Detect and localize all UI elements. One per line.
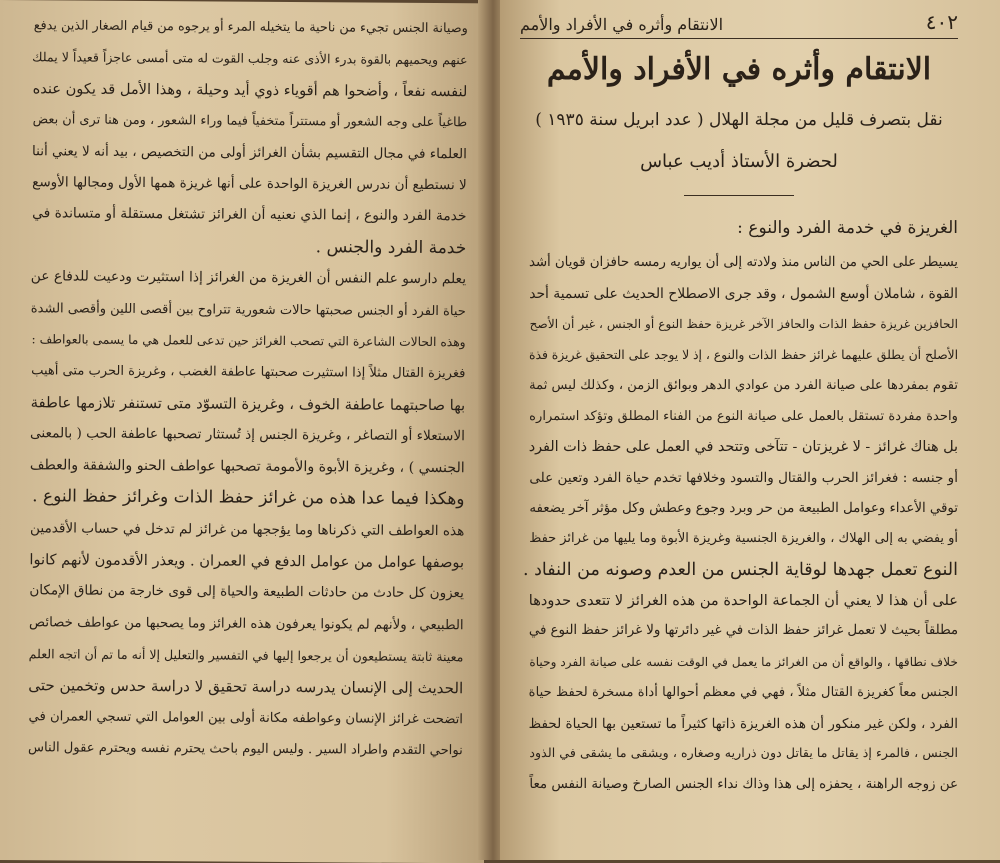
- text-line: عنهم ويحميهم بالقوة بدرء الأذى عنه وجلب القوت له متى أمسى عاجزاً قعيداً لا يملك: [32, 49, 468, 68]
- text-line: الاستعلاء أو التصاغر ، وغريزة الجنس إذ تُستثار تصحبها عاطفة الحب ( بالمعنى: [29, 425, 466, 445]
- text-line: وهكذا فيما عدا هذه من غرائز حفظ الذات وغرائز حفظ النوع .: [32, 486, 465, 510]
- text-line: الجنس معاً كغريزة القتال مثلاً ، فهي في معظم أحوالها أداة مسخرة لحفظ حياة: [528, 684, 958, 700]
- text-line: الحديث إلى الإنسان يدرسه دراسة تحقيق لا دراسة حدس وتخمين حتى: [28, 675, 464, 697]
- text-line: النوع تعمل جهدها لوقاية الجنس من العدم وصونه من النفاد .: [523, 560, 958, 581]
- text-line: توقي الأعداء وعوامل الطبيعة من حر وبرد وجوع وعطش وكل مؤثر آخر يضعفه: [529, 500, 958, 516]
- text-line: تقوم بمفردها على صيانة الفرد من عوادي الدهر وبوائق الزمن ، وكذلك ليس ثمة: [529, 377, 958, 393]
- text-line: يسيطر على الحي من الناس منذ ولادته إلى أن يواريه رمسه حافزان قويان أشد: [528, 255, 958, 270]
- text-line: معينة ثابتة يستطيعون أن يرجعوا إليها في التفسير والتعليل إلا أنه ما تم أن اتجه العلم: [28, 646, 464, 665]
- article-title: الانتقام وأثره في الأفراد والأمم: [546, 52, 932, 87]
- running-header: [520, 4, 958, 34]
- text-line: الحافزين غريزة حفظ الذات والحافز الآخر غريزة حفظ النوع أو الجنس ، غير أن الأصح: [529, 317, 958, 332]
- text-line: بل هناك غرائز - لا غريزتان - تتآخى وتتحد في العمل على حفظ ذات الفرد: [528, 439, 958, 456]
- text-line: اتضحت غرائز الإنسان وعواطفه مكانة أولى بين العوامل التي تسجي العمران في: [28, 709, 464, 728]
- text-line: عن زوجه الراهنة ، يحفزه إلى هذا وذاك نداء الجنس الصارخ وصيانة النفس معاً: [529, 776, 958, 792]
- section-heading: الغريزة في خدمة الفرد والنوع :: [737, 218, 958, 238]
- text-line: الجنسي ) ، وغريزة الأبوة والأمومة تصحبها عواطف الحنو والشفقة والعطف: [29, 456, 465, 476]
- text-line: الجنس ، فالمرء إذ يقاتل ما يقاتل دون ذراريه وصغاره ، ويشقى ما يشقى في الذود: [529, 746, 958, 762]
- text-line: أو يفضي به إلى الهلاك ، والغريزة الجنسية وغريزة الأبوة وما يليها من غرائز حفظ: [529, 531, 958, 547]
- text-line: الطبيعي ، ولأنهم لم يكونوا يعرفون هذه الغرائز وما يصحبها من عواطف خصائص: [29, 614, 464, 633]
- running-head-title: الانتقام وأثره في الأفراد والأمم: [520, 15, 724, 34]
- header-rule: [520, 38, 958, 39]
- text-line: نواحي التقدم واطراد السير . وليس اليوم باحث يحترم نفسه ويحترم عقول الناس: [27, 740, 463, 759]
- text-line: بوصفها عوامل من عوامل الدفع في العمران . ويعذر الأقدمون لأنهم كانوا: [29, 551, 465, 572]
- text-line: على أن هذا لا يعني أن الجماعة الواحدة من هذه الغرائز لا تتعدى حدودها: [528, 591, 958, 609]
- page-number: ٤٠٢: [925, 10, 958, 34]
- left-page-text: [19, 10, 468, 767]
- title-divider: [684, 195, 794, 196]
- text-line: الفرد ، ولكن غير منكور أن هذه الغريزة ذاتها كثيراً ما تستعين بها الحياة لحفظ: [528, 715, 958, 732]
- text-line: يعزون كل حادث من حادثات الطبيعة والحياة إلى قوى خارجة من نطاق الإمكان: [29, 582, 464, 602]
- text-line: مطلقاً بحيث لا تعمل غرائز حفظ الذات في غير دائرتها ولا غرائز حفظ النوع في: [528, 623, 958, 639]
- text-line: يعلم دارسو علم النفس أن الغريزة من الغرائز إذا استثيرت ودعيت للدفاع عن: [30, 268, 467, 288]
- text-line: القوة ، شاملان أوسع الشمول ، وقد جرى الاصطلاح الحديث على تسمية أحد: [529, 285, 958, 302]
- text-line: وصيانة الجنس تجيء من ناحية ما يتخيله المرء أو يرجوه من قيام الصغار الذين يدفع: [33, 18, 468, 37]
- text-line: هذه العواطف التي ذكرناها وما يؤججها من غرائز لم تدخل في حساب الأقدمين: [30, 519, 465, 539]
- text-line: الأصلح أن يطلق عليهما غرائز حفظ الذات والنوع ، إذ لا يوجد على التحقيق غريزة فذة: [529, 348, 958, 363]
- text-line: أو جنسه : فغرائز الحرب والقتال والتسود وخلافها تخدم حياة الفرد وتعين على: [529, 469, 958, 486]
- text-line: خدمة الفرد والنوع ، إنما الذي نعنيه أن الغرائز تشتغل مستقلة أو متساندة في: [32, 205, 467, 225]
- text-line: واحدة مفردة تستقل بالعمل على صيانة النوع من الفناء المطلق وتؤكد استمراره: [529, 408, 958, 424]
- text-line: طاغياً على وجه الشعور أو مستتراً متخفياً فيما وراء الشعور ، ومن هنا ترى أن بعض: [32, 112, 468, 131]
- text-line: لا نستطيع أن ندرس الغريزة الواحدة على أنها غريزة همها الأول ومجالها الأوسع: [32, 174, 467, 194]
- text-line: لنفسه نفعاً ، وأضحوا هم أقوياء ذوي أيد وحيلة ، وهذا الأمل قد يكون عنده: [32, 80, 468, 101]
- text-line: خدمة الفرد والجنس .: [315, 237, 467, 259]
- right-page-text: [520, 248, 958, 801]
- text-line: وهذه الحالات الشاعرة التي تصحب الغرائز حين تدعى للعمل هي ما يسمى بالعواطف :: [31, 332, 466, 350]
- text-line: خلاف نطاقها ، والواقع أن من الغرائز ما يعمل في الوقت نفسه على صيانة الفرد وحياة: [529, 655, 958, 670]
- article-author: لحضرة الأستاذ أديب عباس: [640, 151, 838, 172]
- right-page: [500, 0, 1000, 860]
- left-page: [0, 0, 490, 863]
- article-source-note: نقل بتصرف قليل من مجلة الهلال ( عدد ابريل سنة ١٩٣٥ ): [535, 110, 943, 130]
- text-line: بها صاحبتهما عاطفة الخوف ، وغريزة التسوّد متى تستنفر تلازمها عاطفة: [30, 394, 466, 415]
- text-line: حياة الفرد أو الجنس صحبتها حالات شعورية تتراوح بين أقصى اللين وأقصى الشدة: [30, 300, 466, 319]
- text-line: فغريزة القتال مثلاً إذا استثيرت صحبتها عاطفة الغضب ، وغريزة الحرب متى أهيب: [31, 363, 466, 382]
- text-line: العلماء في مجال التقسيم بشأن الغرائز أولى من التخصيص ، بيد أنه لا يعني أننا: [32, 142, 467, 162]
